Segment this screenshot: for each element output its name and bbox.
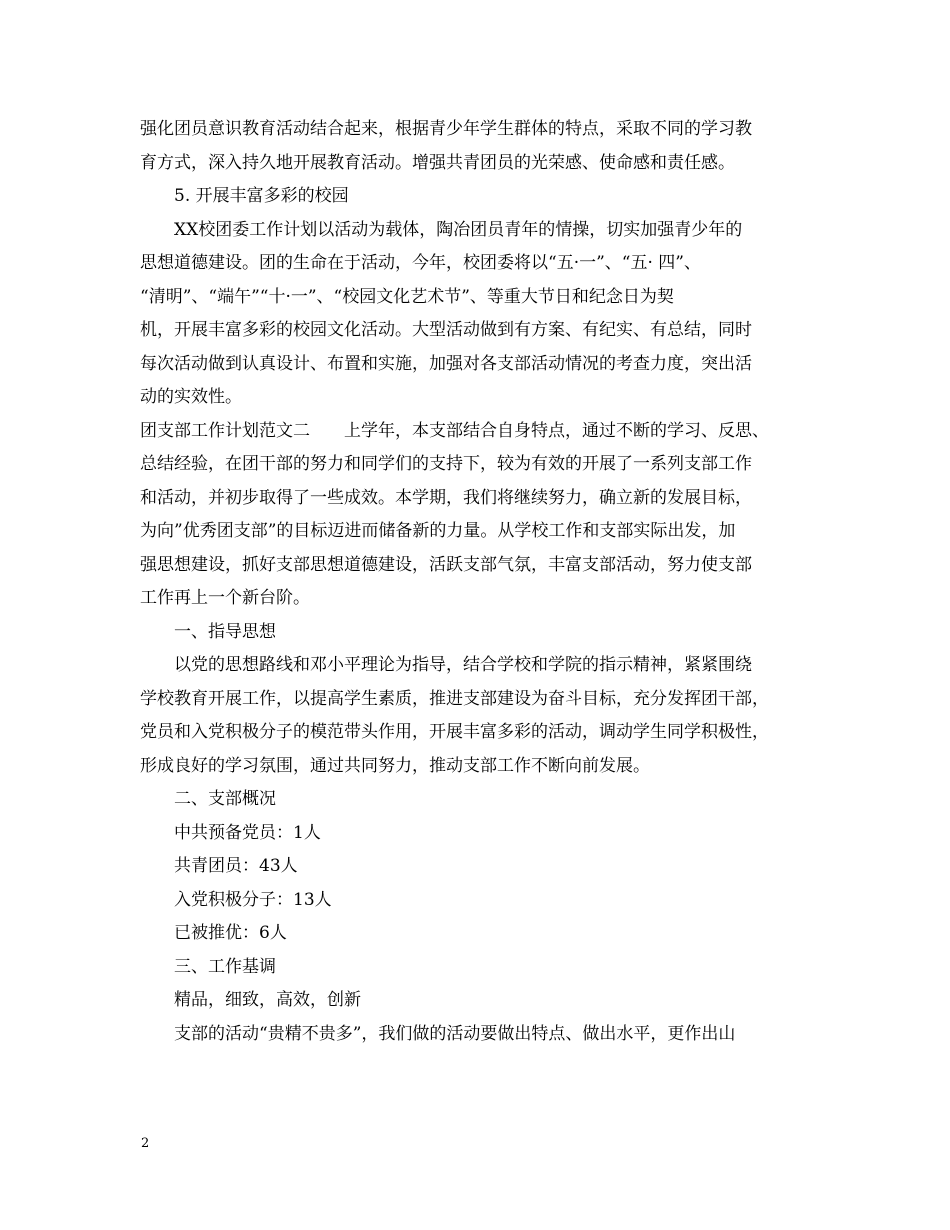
text-line: 团支部工作计划范文二 上学年，本支部结合自身特点，通过不断的学习、反思、 (140, 420, 769, 441)
text-line: 精品，细致，高效，创新 (174, 990, 361, 1010)
text-line: 强化团员意识教育活动结合起来，根据青少年学生群体的特点，采取不同的学习教 (140, 119, 752, 139)
text-line: 形成良好的学习氛围，通过共同努力，推动支部工作不断向前发展。 (140, 755, 650, 776)
text-line: 为向”优秀团支部”的目标迈进而储备新的力量。从学校工作和支部实际出发，加 (140, 521, 736, 541)
text-line: 入党积极分子：13人 (174, 889, 332, 910)
text-line: 以党的思想路线和邓小平理论为指导，结合学校和学院的指示精神，紧紧围绕 (174, 655, 752, 675)
text-line: 支部的活动“贵精不贵多”，我们做的活动要做出特点、做出水平，更作出山 (174, 1023, 736, 1044)
text-line: 强思想建设，抓好支部思想道德建设，活跃支部气氛，丰富支部活动，努力使支部 (140, 554, 752, 575)
text-line: 已被推优：6人 (174, 923, 287, 943)
text-line: 每次活动做到认真设计、布置和实施，加强对各支部活动情况的考查力度，突出活 (140, 353, 752, 374)
text-line: 动的实效性。 (140, 387, 242, 407)
text-line: 和活动，并初步取得了一些成效。本学期，我们将继续努力，确立新的发展目标， (140, 487, 752, 508)
text-line: 工作再上一个新台阶。 (140, 588, 310, 608)
page-number: 2 (141, 1136, 150, 1151)
text-line: 学校教育开展工作，以提高学生素质，推进支部建设为奋斗目标，充分发挥团干部， (140, 688, 769, 709)
text-line: 总结经验，在团干部的努力和同学们的支持下，较为有效的开展了一系列支部工作 (140, 454, 752, 474)
text-line: 中共预备党员：1人 (174, 822, 321, 843)
text-line: “清明”、“端午”“十·一”、“校园文化艺术节”、等重大节日和纪念日为契 (140, 286, 674, 307)
text-line: 共青团员：43人 (174, 856, 298, 876)
text-line: 5. 开展丰富多彩的校园 (174, 186, 349, 206)
document-body (140, 113, 820, 1051)
text-line: 党员和入党积极分子的模范带头作用，开展丰富多彩的活动，调动学生同学积极性， (140, 722, 769, 742)
text-line: 机，开展丰富多彩的校园文化活动。大型活动做到有方案、有纪实、有总结，同时 (140, 320, 752, 340)
text-line: 思想道德建设。团的生命在于活动，今年，校团委将以“五·一”、“五· 四”、 (140, 253, 701, 273)
text-line: 三、工作基调 (174, 956, 276, 977)
text-line: XX校团委工作计划以活动为载体，陶冶团员青年的情操，切实加强青少年的 (174, 219, 743, 240)
text-line: 育方式，深入持久地开展教育活动。增强共青团员的光荣感、使命感和责任感。 (140, 152, 735, 173)
text-line: 一、指导思想 (174, 621, 276, 642)
text-line: 二、支部概况 (174, 789, 276, 809)
